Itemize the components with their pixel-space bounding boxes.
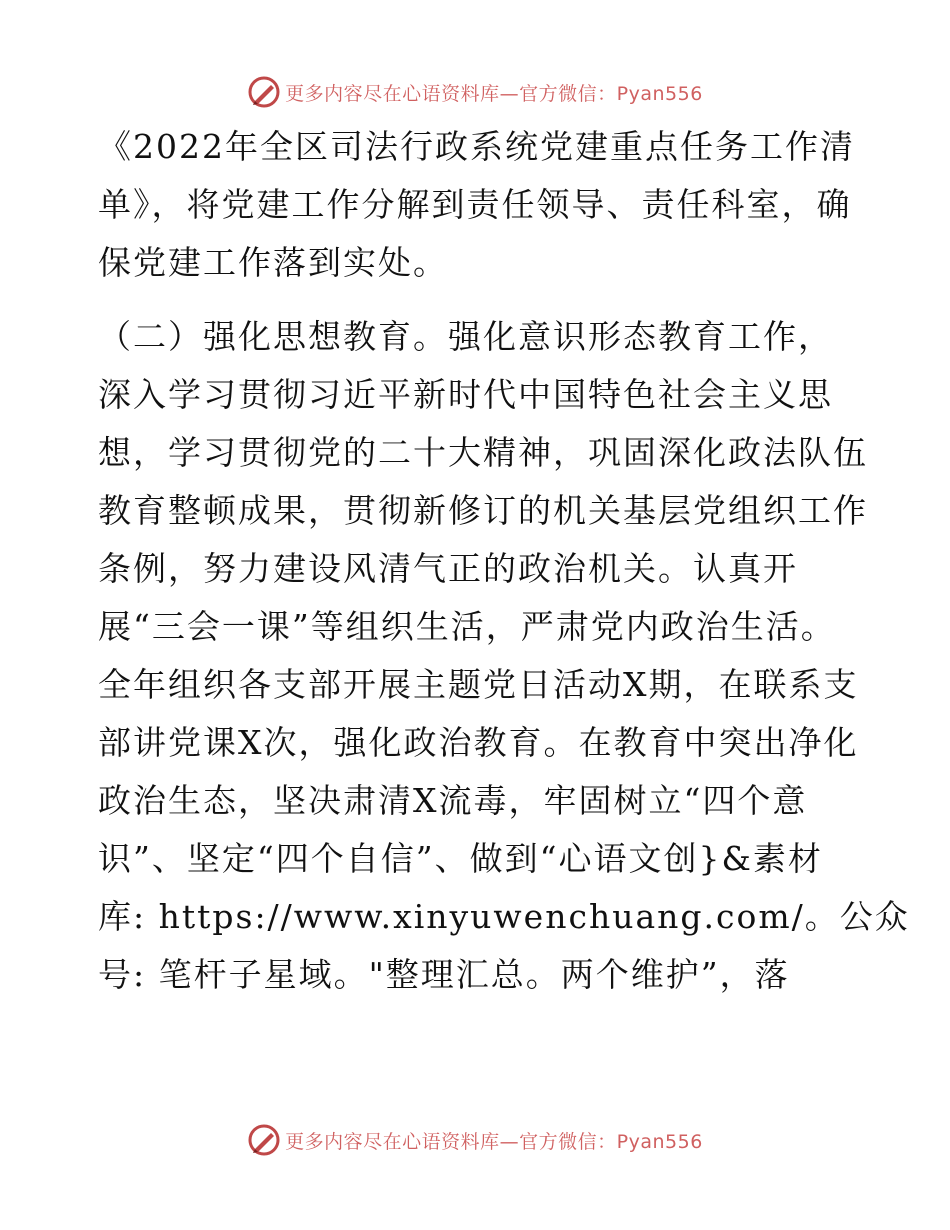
pen-logo-icon — [247, 75, 281, 109]
text-line: 号: 笔杆子星域。"整理汇总。两个维护”，落 — [98, 955, 790, 994]
text-line: 识”、坚定“四个自信”、做到“心语文创}&素材 — [98, 839, 823, 878]
paragraph-gap — [98, 292, 858, 308]
watermark-text: 更多内容尽在心语资料库—官方微信：Pyan556 — [285, 82, 703, 105]
text-line: 条例，努力建设风清气正的政治机关。认真开 — [98, 549, 798, 588]
document-body — [98, 118, 910, 1004]
text-line: 部讲党课X次，强化政治教育。在教育中突出净化 — [98, 723, 859, 762]
text-line: 想，学习贯彻党的二十大精神，巩固深化政法队伍 — [98, 433, 868, 472]
header-watermark — [0, 72, 950, 112]
watermark-text: 更多内容尽在心语资料库—官方微信：Pyan556 — [285, 1130, 703, 1153]
text-line: 政治生态，坚决肃清X流毒，牢固树立“四个意 — [98, 781, 808, 820]
text-line: 库: https://www.xinyuwenchuang.com/。公众 — [98, 897, 910, 936]
text-line: 教育整顿成果，贯彻新修订的机关基层党组织工作 — [98, 491, 868, 530]
text-line: 展“三会一课”等组织生活，严肃党内政治生活。 — [98, 607, 836, 646]
text-line: 《2022年全区司法行政系统党建重点任务工作清 — [98, 127, 855, 166]
text-line: 全年组织各支部开展主题党日活动X期，在联系支 — [98, 665, 859, 704]
pen-logo-icon — [247, 1123, 281, 1157]
paragraph-1 — [98, 118, 858, 292]
text-line: 单》，将党建工作分解到责任领导、责任科室，确 — [98, 185, 852, 224]
paragraph-2 — [98, 308, 910, 1004]
text-line: （二）强化思想教育。强化意识形态教育工作， — [98, 317, 833, 356]
text-line: 保党建工作落到实处。 — [98, 243, 448, 282]
text-line: 深入学习贯彻习近平新时代中国特色社会主义思 — [98, 375, 833, 414]
footer-watermark — [0, 1120, 950, 1160]
